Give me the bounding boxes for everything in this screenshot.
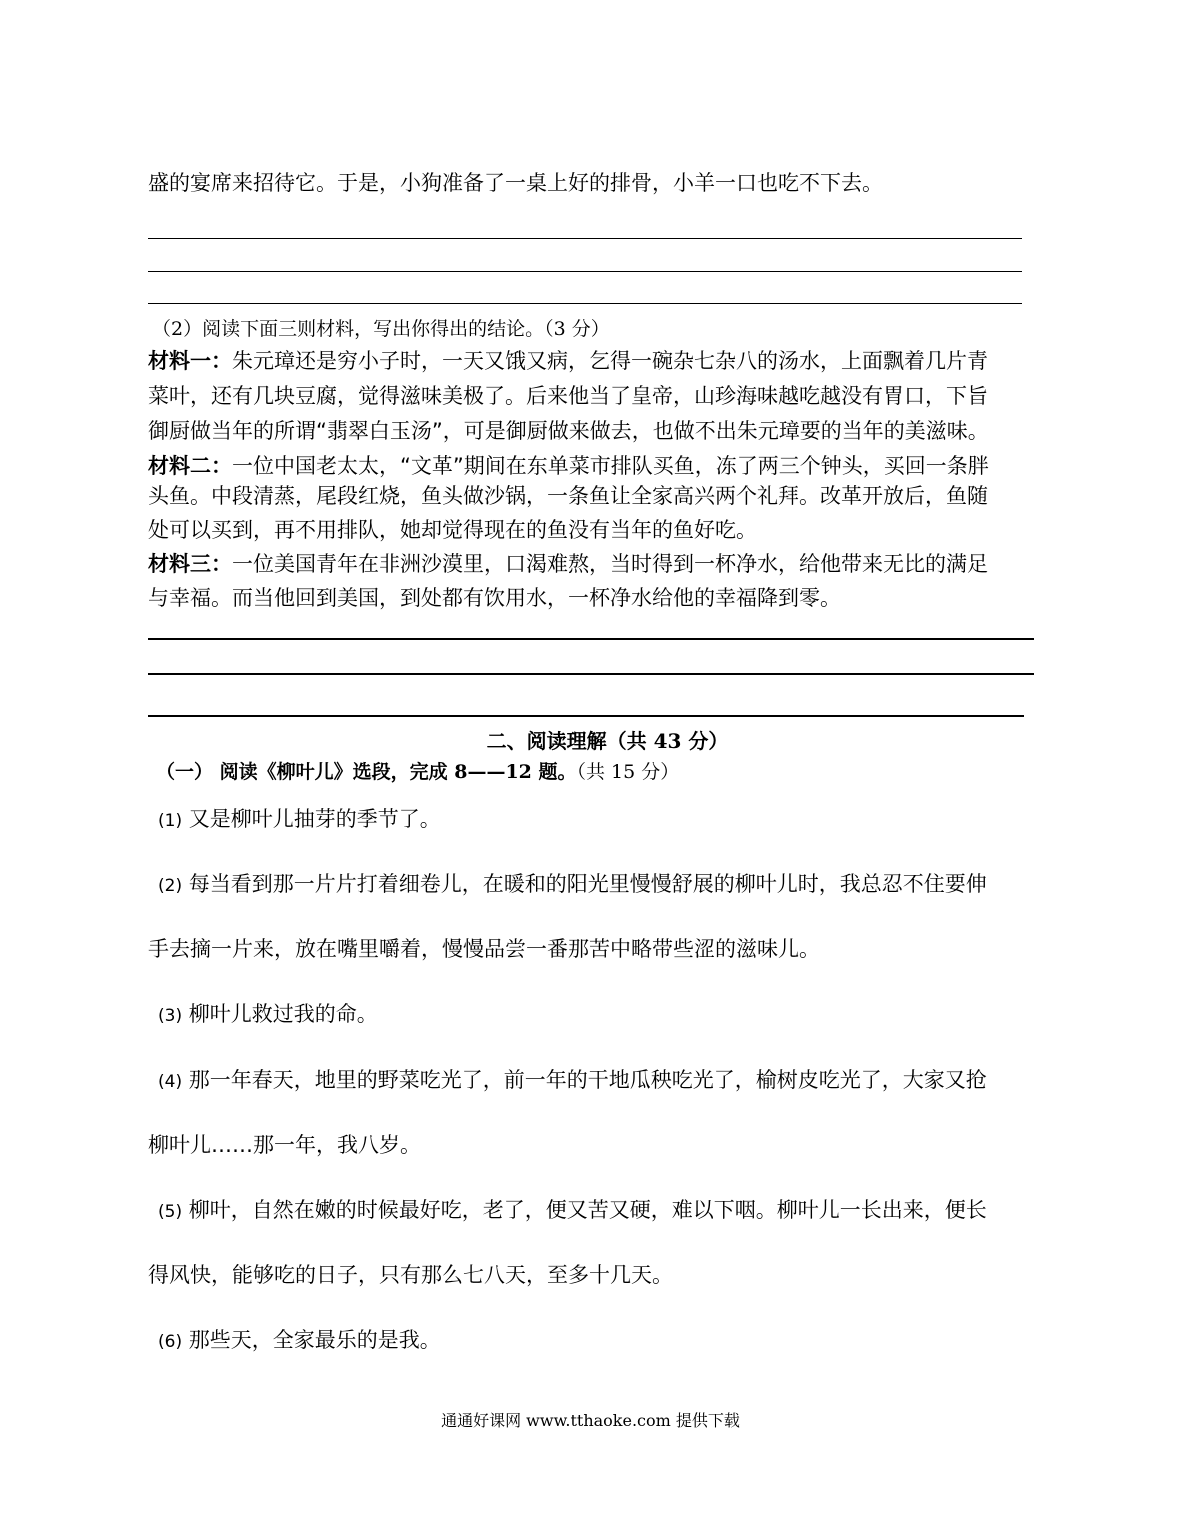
paragraph-6: (6) 那些天，全家最乐的是我。 <box>158 1328 441 1352</box>
material-2-line-1: 材料二：一位中国老太太，“文革”期间在东单菜市排队买鱼，冻了两三个钟头，买回一条胖 <box>148 454 989 478</box>
paragraph-5-line-2: 得风快，能够吃的日子，只有那么七八天，至多十几天。 <box>148 1263 673 1287</box>
material-1-line-3: 御厨做当年的所谓“翡翠白玉汤”，可是御厨做来做去，也做不出朱元璋要的当年的美滋味。 <box>148 419 989 443</box>
paragraph-2-line-2: 手去摘一片来，放在嘴里嚼着，慢慢品尝一番那苦中略带些涩的滋味儿。 <box>148 937 820 961</box>
answer-line-3 <box>148 303 1022 304</box>
material-1-line-2: 菜叶，还有几块豆腐，觉得滋味美极了。后来他当了皇帝，山珍海味越吃越没有胃口，下旨 <box>148 384 988 408</box>
material-1-line-1: 材料一：朱元璋还是穷小子时，一天又饿又病，乞得一碗杂七杂八的汤水，上面飘着几片青 <box>148 349 988 373</box>
page-footer: 通通好课网 www.tthaoke.com 提供下载 <box>441 1411 740 1430</box>
paragraph-4-line-1: (4) 那一年春天，地里的野菜吃光了，前一年的干地瓜秧吃光了，榆树皮吃光了，大家又抢 <box>158 1068 987 1092</box>
material-2-label: 材料二： <box>148 454 232 478</box>
question-2: （2）阅读下面三则材料，写出你得出的结论。（3 分） <box>152 318 610 340</box>
paragraph-5-line-1: (5) 柳叶，自然在嫩的时候最好吃，老了，便又苦又硬，难以下咽。柳叶儿一长出来，便长 <box>158 1198 987 1222</box>
answer-line-6 <box>148 715 1024 717</box>
material-3-line-2: 与幸福。而当他回到美国，到处都有饮用水，一杯净水给他的幸福降到零。 <box>148 586 841 610</box>
top-text: 盛的宴席来招待它。于是，小狗准备了一桌上好的排骨，小羊一口也吃不下去。 <box>148 171 883 195</box>
material-3-label: 材料三： <box>148 552 232 576</box>
answer-line-5 <box>148 673 1034 675</box>
section-title: 二、阅读理解（共 43 分） <box>486 729 729 753</box>
answer-line-2 <box>148 271 1022 272</box>
material-1-label: 材料一： <box>148 349 232 373</box>
material-3-line-1: 材料三：一位美国青年在非洲沙漠里，口渴难熬，当时得到一杯净水，给他带来无比的满足 <box>148 552 988 576</box>
subsection-heading: （一） 阅读《柳叶儿》选段，完成 8——12 题。（共 15 分） <box>156 761 680 783</box>
paragraph-1: (1) 又是柳叶儿抽芽的季节了。 <box>158 807 441 831</box>
paragraph-4-line-2: 柳叶儿……那一年，我八岁。 <box>148 1133 421 1157</box>
material-2-line-2: 头鱼。中段清蒸，尾段红烧，鱼头做沙锅，一条鱼让全家高兴两个礼拜。改革开放后，鱼随 <box>148 484 988 508</box>
answer-line-4 <box>148 638 1034 640</box>
paragraph-2-line-1: (2) 每当看到那一片片打着细卷儿，在暖和的阳光里慢慢舒展的柳叶儿时，我总忍不住要伸 <box>158 872 987 896</box>
paragraph-3: (3) 柳叶儿救过我的命。 <box>158 1002 378 1026</box>
material-2-line-3: 处可以买到，再不用排队，她却觉得现在的鱼没有当年的鱼好吃。 <box>148 518 757 542</box>
answer-line-1 <box>148 238 1022 239</box>
